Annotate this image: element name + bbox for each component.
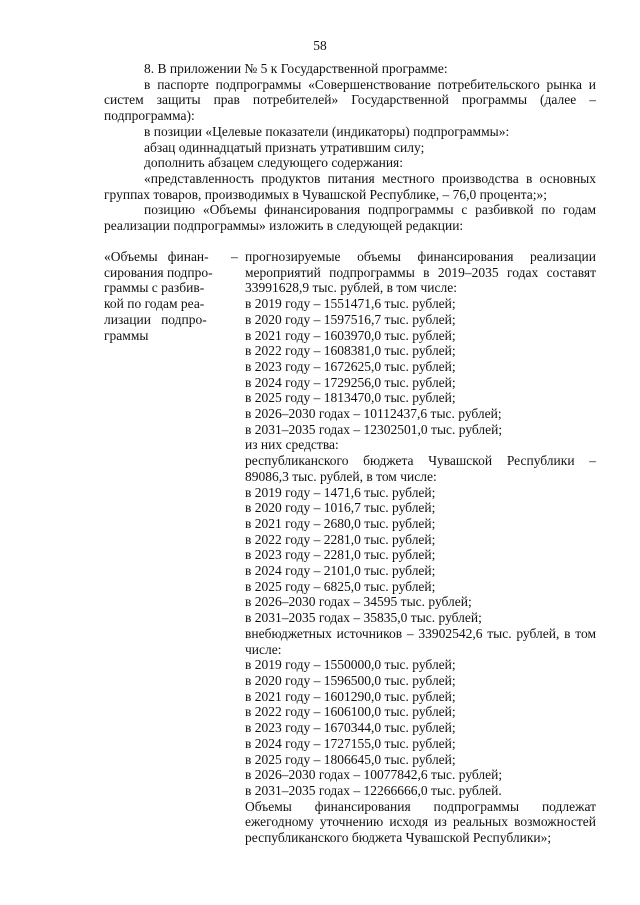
extra-budget-intro: внебюджетных источников – 33902542,6 тыс. рублей, в том числе: [245, 625, 596, 657]
year-line: в 2021 году – 2680,0 тыс. рублей; [245, 515, 436, 531]
year-line: в 2031–2035 годах – 12302501,0 тыс. рублей; [245, 421, 503, 437]
year-line: в 2025 году – 6825,0 тыс. рублей; [245, 578, 436, 594]
year-line: в 2025 году – 1813470,0 тыс. рублей; [245, 390, 456, 406]
year-line: в 2023 году – 1672625,0 тыс. рублей; [245, 358, 456, 374]
year-line: в 2026–2030 годах – 10077842,6 тыс. рублей; [245, 767, 503, 783]
position-label-line: граммы с разбив- [104, 280, 205, 296]
year-line: в 2023 году – 1670344,0 тыс. рублей; [245, 720, 456, 736]
page-number: 58 [313, 38, 327, 53]
separator-dash: – [231, 249, 238, 264]
position-content [245, 249, 596, 846]
intro-paragraph: «представленность продуктов питания местного производства в основных группах товаров, производимых в Чувашской Республике, – 76,0 процента;»; [104, 170, 596, 202]
year-line: в 2020 году – 1596500,0 тыс. рублей; [245, 672, 456, 688]
year-line: в 2031–2035 годах – 12266666,0 тыс. рублей. [245, 782, 502, 798]
year-line: в 2019 году – 1471,6 тыс. рублей; [245, 484, 436, 500]
year-line: в 2022 году – 2281,0 тыс. рублей; [245, 531, 436, 547]
year-line: в 2021 году – 1603970,0 тыс. рублей; [245, 327, 456, 343]
year-line: в 2022 году – 1608381,0 тыс. рублей; [245, 343, 456, 359]
position-label-line: сирования подпро- [104, 264, 213, 280]
year-line: в 2022 году – 1606100,0 тыс. рублей; [245, 704, 456, 720]
position-label [104, 249, 232, 343]
year-line: в 2019 году – 1551471,6 тыс. рублей; [245, 296, 456, 312]
intro-paragraph: в паспорте подпрограммы «Совершенствование потребительского рынка и систем защиты прав потребителей» Государственной программы (далее – подпрограмма): [104, 76, 596, 124]
intro-paragraph: дополнить абзацем следующего содержания: [144, 155, 404, 171]
year-line: в 2025 году – 1806645,0 тыс. рублей; [245, 751, 456, 767]
of-them-line: из них средства: [245, 437, 339, 453]
intro-paragraph: в позиции «Целевые показатели (индикаторы) подпрограммы»: [144, 123, 510, 139]
financing-intro: прогнозируемые объемы финансирования реализации мероприятий подпрограммы в 2019–2035 годах составят 33991628,9 тыс. рублей, в том числе: [245, 249, 596, 296]
intro-text [104, 61, 596, 234]
year-line: в 2021 году – 1601290,0 тыс. рублей; [245, 688, 456, 704]
year-line: в 2026–2030 годах – 10112437,6 тыс. рублей; [245, 406, 502, 422]
year-line: в 2019 году – 1550000,0 тыс. рублей; [245, 657, 456, 673]
position-label-line: граммы [104, 327, 149, 343]
intro-paragraph: 8. В приложении № 5 к Государственной программе: [144, 61, 448, 76]
year-line: в 2024 году – 2101,0 тыс. рублей; [245, 563, 436, 579]
year-line: в 2020 году – 1597516,7 тыс. рублей; [245, 311, 456, 327]
position-label-line: «Объемы финан- [104, 249, 209, 264]
year-line: в 2024 году – 1727155,0 тыс. рублей; [245, 735, 456, 751]
intro-paragraph: позицию «Объемы финансирования подпрограммы с разбивкой по годам реализации подпрограммы» изложить в следующей редакции: [104, 202, 596, 234]
intro-paragraph: абзац одиннадцатый признать утратившим силу; [144, 139, 425, 155]
year-line: в 2024 году – 1729256,0 тыс. рублей; [245, 374, 456, 390]
position-label-line: кой по годам реа- [104, 296, 205, 312]
year-line: в 2031–2035 годах – 35835,0 тыс. рублей; [245, 610, 482, 626]
year-line: в 2023 году – 2281,0 тыс. рублей; [245, 547, 436, 563]
year-line: в 2020 году – 1016,7 тыс. рублей; [245, 500, 436, 516]
year-line: в 2026–2030 годах – 34595 тыс. рублей; [245, 594, 472, 610]
closing-paragraph: Объемы финансирования подпрограммы подлежат ежегодному уточнению исходя из реальных возможностей республиканского бюджета Чувашской Республики»; [245, 798, 596, 846]
republic-budget-intro: республиканского бюджета Чувашской Республики – 89086,3 тыс. рублей, в том числе: [245, 453, 596, 484]
position-label-line: лизации подпро- [104, 311, 207, 327]
